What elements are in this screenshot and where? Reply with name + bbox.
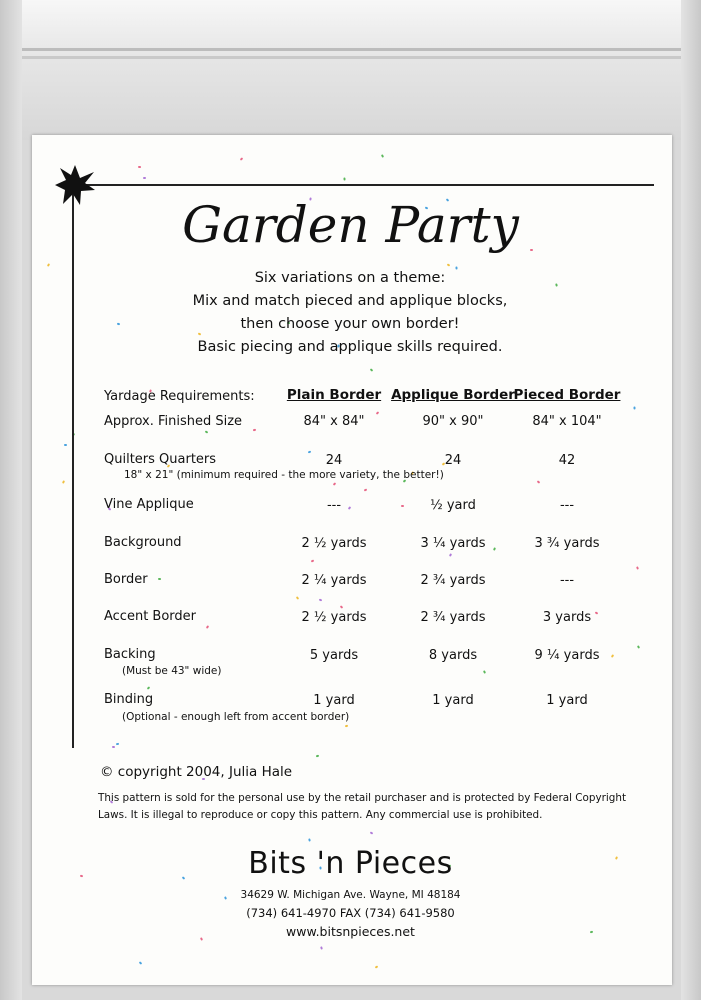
paper-fleck (47, 263, 50, 267)
paper-fleck (381, 154, 384, 158)
paper-fleck (158, 578, 161, 580)
table-cell: 84" x 84" (303, 414, 365, 429)
intro-line: Basic piecing and applique skills required. (197, 339, 503, 355)
row-note: 18" x 21" (minimum required - the more variety, the better!) (124, 469, 444, 481)
paper-fleck (340, 605, 344, 609)
paper-fleck (296, 596, 299, 600)
table-cell: 3 ¾ yards (534, 536, 600, 551)
paper-fleck (143, 177, 146, 179)
table-cell: 42 (558, 453, 576, 468)
paper-fleck (555, 283, 558, 286)
intro-line: Six variations on a theme: (254, 270, 446, 286)
table-cell: 2 ¼ yards (301, 573, 367, 588)
paper-fleck (375, 965, 379, 968)
table-cell: 84" x 104" (532, 414, 602, 429)
frame-line-left (72, 184, 74, 748)
table-cell: 24 (444, 453, 462, 468)
paper-fleck (449, 553, 452, 557)
table-cell: 90" x 90" (422, 414, 484, 429)
column-header-applique: Applique Border (391, 387, 515, 403)
row-label: Approx. Finished Size (104, 414, 243, 429)
paper-fleck (139, 961, 143, 964)
frame-line-top (62, 184, 654, 186)
row-label: Backing (104, 647, 156, 662)
copyright-line: © copyright 2004, Julia Hale (100, 764, 293, 780)
row-label: Border (104, 572, 148, 587)
table-cell: 2 ¾ yards (420, 573, 486, 588)
paper-fleck (62, 480, 65, 484)
table-cell: 2 ½ yards (301, 536, 367, 551)
paper-fleck (308, 838, 311, 841)
paper-fleck (147, 686, 151, 690)
zip-seal-line (0, 48, 701, 51)
intro-line: then choose your own border! (240, 316, 460, 332)
table-cell: 1 yard (432, 693, 474, 708)
legal-line: This pattern is sold for the personal use by the retail purchaser and is protected by Federal Copyright (98, 792, 627, 804)
company-phone: (734) 641-4970 FAX (734) 641-9580 (246, 906, 455, 920)
paper-fleck (345, 725, 348, 728)
paper-fleck (370, 368, 374, 371)
paper-fleck (311, 560, 315, 563)
table-cell: 5 yards (309, 648, 359, 663)
company-website[interactable]: www.bitsnpieces.net (286, 924, 415, 939)
table-cell: 2 ½ yards (301, 610, 367, 625)
paper-fleck (319, 599, 322, 602)
paper-fleck (537, 480, 541, 483)
paper-fleck (636, 566, 639, 570)
table-cell: ½ yard (430, 498, 476, 513)
table-cell: --- (559, 498, 575, 513)
paper-fleck (253, 429, 256, 432)
table-cell: --- (559, 573, 575, 588)
paper-fleck (370, 831, 374, 834)
legal-notice (98, 790, 638, 824)
column-header-pieced: Pieced Border (513, 387, 621, 403)
paper-fleck (117, 323, 120, 326)
table-cell: 3 ¼ yards (420, 536, 486, 551)
table-cell: 3 yards (542, 610, 592, 625)
paper-fleck (343, 177, 345, 180)
paper-fleck (333, 482, 337, 486)
row-label: Background (104, 535, 182, 550)
legal-line: Laws. It is illegal to reproduce or copy this pattern. Any commercial use is prohibited. (98, 809, 543, 821)
table-cell: 9 ¼ yards (534, 648, 600, 663)
paper-fleck (240, 157, 244, 161)
row-label: Accent Border (104, 609, 197, 624)
column-header-plain: Plain Border (286, 387, 382, 403)
table-cell: 8 yards (428, 648, 478, 663)
paper-fleck (205, 430, 209, 433)
paper-fleck (138, 166, 141, 168)
paper-fleck (364, 489, 367, 492)
intro-line: Mix and match pieced and applique blocks, (192, 293, 508, 309)
company-address: 34629 W. Michigan Ave. Wayne, MI 48184 (240, 889, 461, 901)
paper-fleck (483, 670, 486, 674)
plastic-bag-top (0, 0, 701, 140)
paper-fleck (320, 946, 323, 949)
table-cell: --- (326, 498, 342, 513)
paper-fleck (206, 625, 209, 629)
paper-fleck (116, 743, 119, 745)
table-cell: 24 (325, 453, 343, 468)
table-cell: 1 yard (546, 693, 588, 708)
row-note: (Must be 43" wide) (122, 665, 222, 677)
row-label: Vine Applique (104, 497, 194, 512)
table-cell: 2 ¾ yards (420, 610, 486, 625)
paper-fleck (316, 755, 319, 758)
paper-fleck (64, 444, 67, 446)
paper-fleck (637, 645, 640, 649)
row-label: Binding (104, 692, 154, 707)
page-title: Garden Party (182, 196, 519, 254)
table-cell: 1 yard (313, 693, 355, 708)
paper-fleck (633, 406, 635, 409)
row-note: (Optional - enough left from accent border) (122, 711, 350, 723)
intro-text (150, 267, 550, 359)
company-name: Bits 'n Pieces (248, 846, 453, 881)
zip-seal-line (0, 56, 701, 59)
row-label: Quilters Quarters (104, 452, 217, 467)
yardage-heading: Yardage Requirements: (104, 389, 255, 404)
paper-fleck (112, 746, 115, 748)
